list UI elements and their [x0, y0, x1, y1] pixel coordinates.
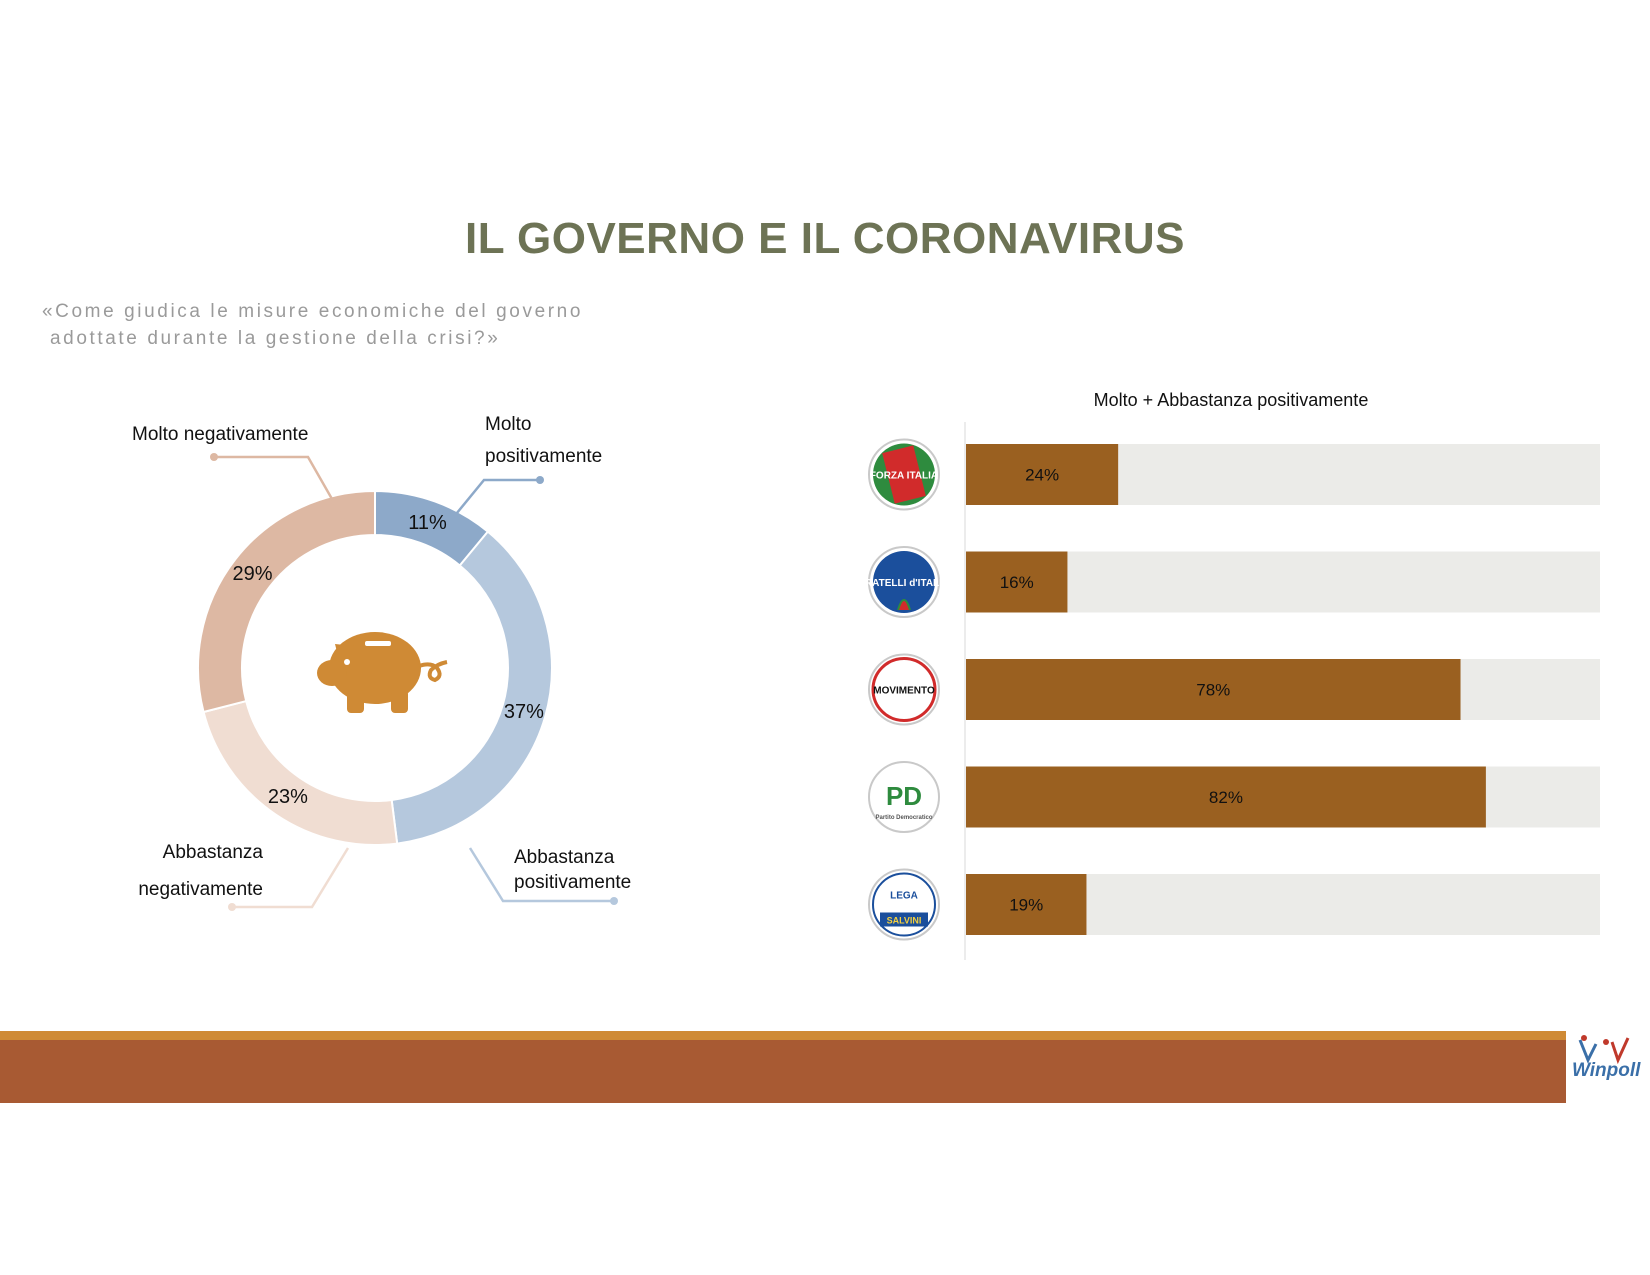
forza-italia-logo — [869, 440, 939, 510]
bar-value-label: 16% — [999, 573, 1034, 592]
winpoll-logo-text: Winpoll — [1572, 1060, 1641, 1081]
lega-logo-text: LEGA — [890, 890, 918, 902]
leader-dot-molto_neg — [210, 453, 218, 461]
leader-line-molto_pos — [452, 480, 540, 519]
fratelli-italia-logo — [859, 547, 949, 617]
donut-value-label-molto_pos: 11% — [408, 512, 447, 535]
bar-rows — [859, 440, 1600, 940]
forza-italia-logo-text: FORZA ITALIA — [869, 470, 939, 482]
question-line-2: adottate durante la gestione della crisi?» — [50, 328, 501, 349]
donut-category-label-molto_pos: Molto — [485, 414, 532, 435]
lega-logo-subtext: SALVINI — [886, 915, 922, 926]
fratelli-italia-logo-text: FRATELLI d'ITALIA — [858, 578, 950, 589]
donut-category-label-molto_pos: positivamente — [485, 446, 603, 467]
leader-dot-molto_pos — [536, 476, 544, 484]
pd-logo — [869, 762, 939, 832]
donut-value-label-abb_pos: 37% — [503, 701, 544, 724]
movimento-5-stelle-logo — [869, 655, 939, 725]
donut-value-label-abb_neg: 23% — [267, 786, 308, 809]
donut-category-label-abb_neg: negativamente — [138, 879, 263, 900]
donut-chart — [0, 380, 760, 940]
movimento-5-stelle-logo-text: MOVIMENTO — [873, 685, 935, 697]
survey-question — [42, 298, 682, 352]
bar-row — [869, 762, 1600, 832]
bar-row — [869, 655, 1600, 725]
leader-dot-abb_pos — [610, 897, 618, 905]
leader-dot-abb_neg — [228, 903, 236, 911]
donut-category-label-abb_neg: Abbastanza — [162, 842, 263, 863]
donut-slice-abb_neg — [204, 701, 398, 845]
piggy-bank-icon — [317, 632, 447, 713]
winpoll-logo — [1566, 1030, 1650, 1103]
bar-value-label: 78% — [1196, 680, 1231, 700]
pd-logo-subtext: Partito Democratico — [875, 815, 933, 821]
bar-chart — [850, 380, 1610, 960]
footer-band — [0, 1040, 1566, 1103]
donut-category-label-molto_neg: Molto negativamente — [132, 424, 309, 445]
lega-logo — [869, 870, 939, 940]
bar-value-label: 82% — [1208, 788, 1243, 807]
bar-value-label: 19% — [1009, 895, 1044, 915]
donut-category-label-abb_pos: Abbastanza — [514, 847, 615, 868]
bar-value-label: 24% — [1025, 465, 1060, 485]
donut-value-label-molto_neg: 29% — [232, 562, 273, 585]
donut-category-label-abb_pos: positivamente — [514, 872, 632, 893]
bar-row — [859, 547, 1600, 617]
bar-row — [869, 870, 1600, 940]
bar-row — [869, 440, 1600, 510]
page-title: IL GOVERNO E IL CORONAVIRUS — [464, 214, 1186, 263]
bar-chart-title: Molto + Abbastanza positivamente — [1093, 390, 1369, 410]
question-line-1: «Come giudica le misure economiche del governo — [42, 301, 583, 322]
footer-accent-line — [0, 1031, 1566, 1040]
pd-logo-text: PD — [885, 781, 923, 811]
donut-slice-abb_pos — [392, 532, 552, 844]
